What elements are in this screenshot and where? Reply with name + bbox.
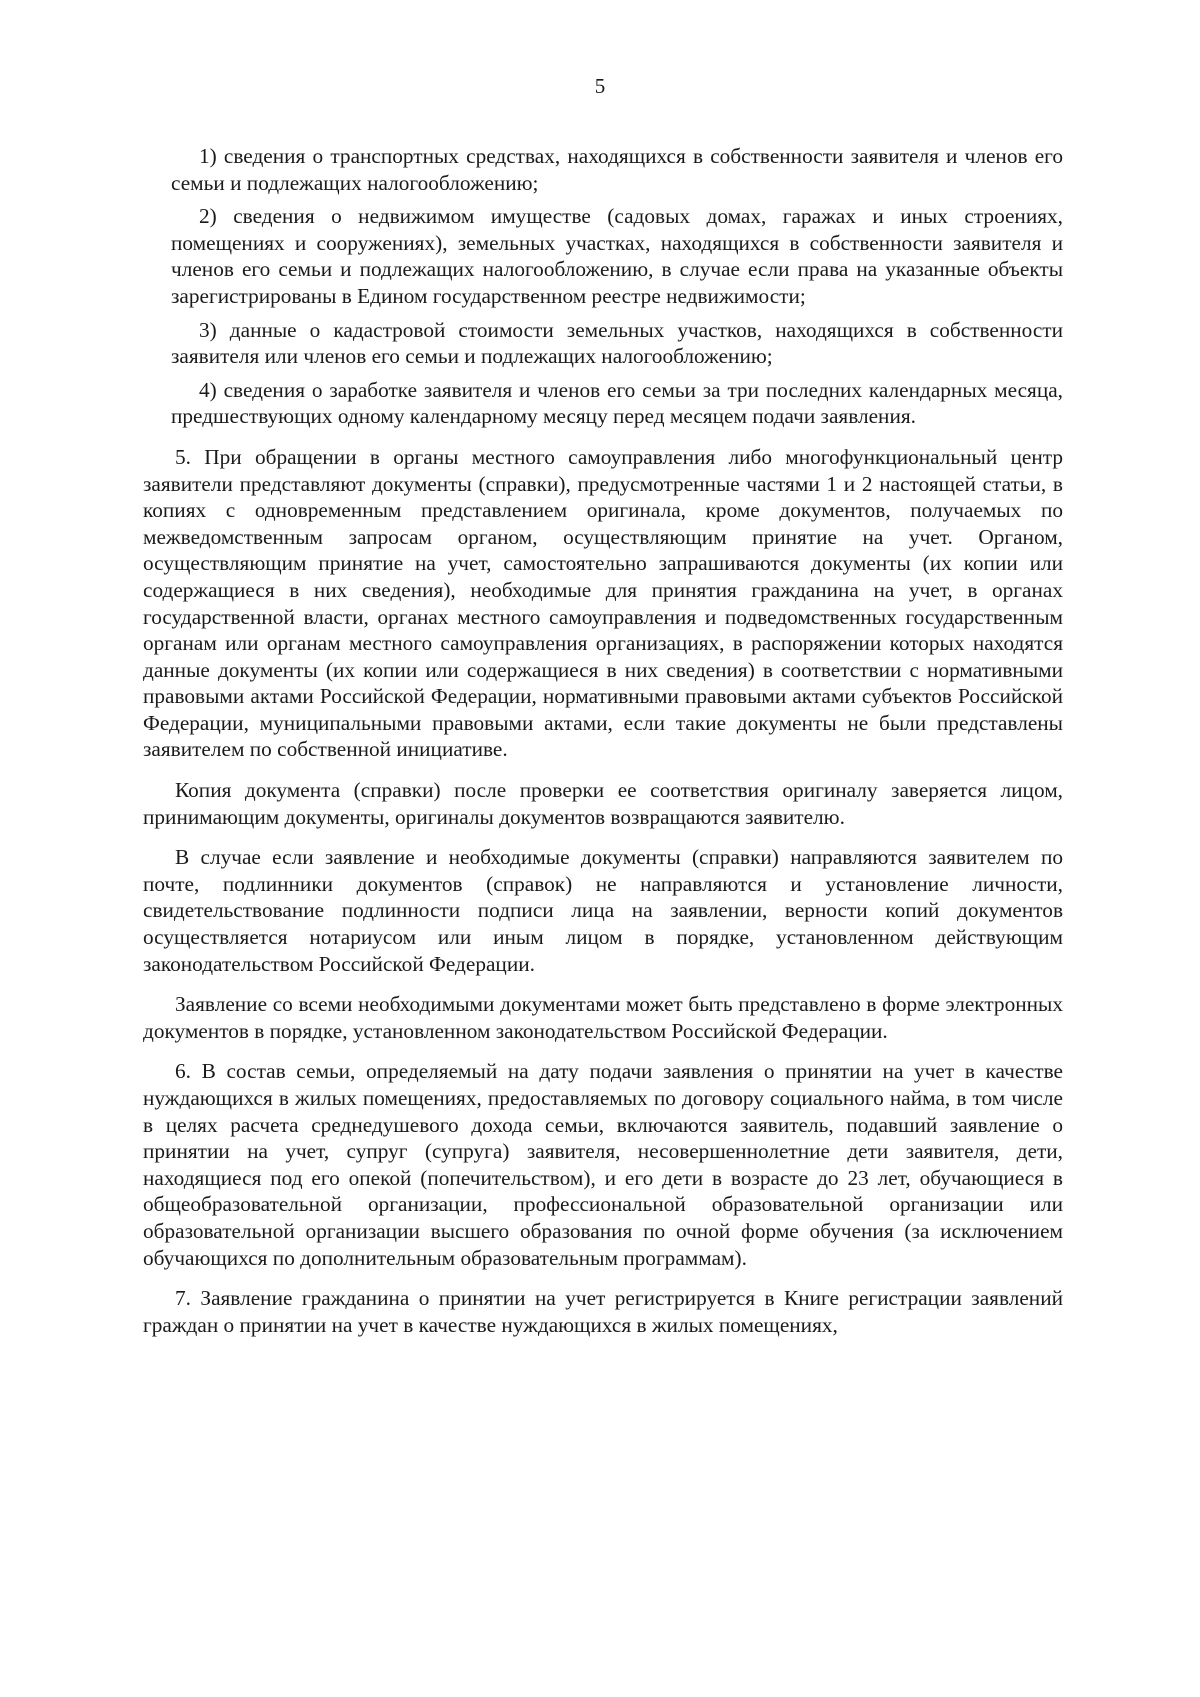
paragraph-part-6: 6. В состав семьи, определяемый на дату подачи заявления о принятии на учет в качестве нуждающихся в жилых помещениях, предоставляемых по договору социального найма, в том числе в целях расчета среднедушевого дохода семьи, включаются заявитель, подавший заявление о принятии на учет, супруг (супруга) заявителя, несовершеннолетние дети заявителя, дети, находящиеся под его опекой (попечительством), и его дети в возрасте до 23 лет, обучающиеся в общеобразовательной организации, профессиональной образовательной организации или образовательной организации высшего образования по очной форме обучения (за исключением обучающихся по дополнительным образовательным программам). xyxy=(143,1059,1063,1270)
paragraph-part-5: 5. При обращении в органы местного самоуправления либо многофункциональный центр заявители представляют документы (справки), предусмотренные частями 1 и 2 настоящей статьи, в копиях с одновременным представлением оригинала, кроме документов, получаемых по межведомственным запросам органом, осуществляющим принятие на учет. Органом, осуществляющим принятие на учет, самостоятельно запрашиваются документы (их копии или содержащиеся в них сведения), необходимые для принятия гражданина на учет, в органах государственной власти, органах местного самоуправления и подведомственных государственным органам или органам местного самоуправления организациях, в распоряжении которых находятся данные документы (их копии или содержащиеся в них сведения) в соответствии с нормативными правовыми актами Российской Федерации, нормативными правовыми актами субъектов Российской Федерации, муниципальными правовыми актами, если такие документы не были представлены заявителем по собственной инициативе. xyxy=(143,444,1063,762)
paragraph-electronic-submission: Заявление со всеми необходимыми документами может быть представлено в форме электронных документов в порядке, установленном законодательством Российской Федерации. xyxy=(143,992,1063,1043)
page-number: 5 xyxy=(594,74,606,98)
list-item-4: 4) сведения о заработке заявителя и членов его семьи за три последних календарных месяца, предшествующих одному календарному месяцу перед месяцем подачи заявления. xyxy=(171,377,1063,429)
document-body xyxy=(143,143,1063,1338)
list-item-2: 2) сведения о недвижимом имуществе (садовых домах, гаражах и иных строениях, помещениях и сооружениях), земельных участках, находящихся в собственности заявителя и членов его семьи и подлежащих налогообложению, в случае если права на указанные объекты зарегистрированы в Едином государственном реестре недвижимости; xyxy=(171,204,1063,308)
paragraph-copy-certification: Копия документа (справки) после проверки ее соответствия оригиналу заверяется лицом, принимающим документы, оригиналы документов возвращаются заявителю. xyxy=(143,778,1063,829)
list-item-1: 1) сведения о транспортных средствах, находящихся в собственности заявителя и членов его семьи и подлежащих налогообложению; xyxy=(171,144,1063,195)
list-item-3: 3) данные о кадастровой стоимости земельных участков, находящихся в собственности заявителя или членов его семьи и подлежащих налогообложению; xyxy=(171,317,1063,369)
paragraph-postal-submission: В случае если заявление и необходимые документы (справки) направляются заявителем по почте, подлинники документов (справок) не направляются и установление личности, свидетельствование подлинности подписи лица на заявлении, верности копий документов осуществляется нотариусом или иным лицом в порядке, установленном действующим законодательством Российской Федерации. xyxy=(143,845,1063,976)
paragraph-part-7: 7. Заявление гражданина о принятии на учет регистрируется в Книге регистрации заявлений граждан о принятии на учет в качестве нуждающихся в жилых помещениях, xyxy=(143,1286,1063,1337)
